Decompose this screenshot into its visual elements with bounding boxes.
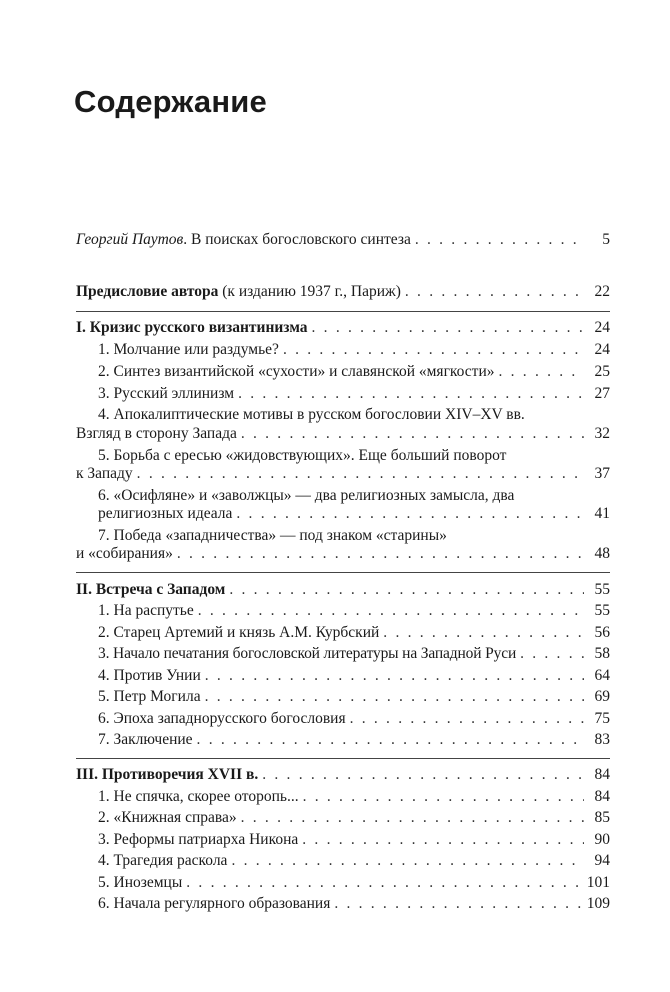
entry-text: 1. Не спячка, скорее оторопь...: [98, 788, 299, 805]
leader-dots: [520, 644, 584, 664]
page-number: 5: [602, 231, 610, 248]
toc-chapter-1: [76, 318, 610, 338]
entry-text: 4. Против Унии: [98, 667, 201, 684]
page-number: 24: [594, 341, 610, 358]
page-number: 25: [594, 363, 610, 380]
entry-text: 1. Молчание или раздумье?: [98, 341, 279, 358]
toc-entry: [98, 830, 610, 850]
page-number: 84: [594, 788, 610, 805]
page-number: 109: [586, 895, 610, 912]
page-number: 90: [594, 831, 610, 848]
entry-text-continued: Взгляд в сторону Запада: [76, 425, 237, 442]
toc-entry: [98, 851, 610, 871]
toc-entry-line2: [76, 424, 610, 444]
page-number: 41: [594, 505, 610, 522]
preface-subtitle: (к изданию 1937 г., Париж): [218, 283, 401, 300]
toc-entry-intro: [76, 230, 610, 250]
section-divider: [76, 758, 610, 759]
leader-dots: [229, 580, 584, 600]
leader-dots: [499, 362, 585, 382]
leader-dots: [177, 544, 584, 564]
leader-dots: [238, 384, 584, 404]
leader-dots: [415, 230, 584, 250]
toc-entry-line1: [98, 405, 610, 425]
toc-entry: [98, 894, 610, 914]
intro-author: Георгий Паутов: [76, 231, 184, 248]
page-number: 83: [594, 731, 610, 748]
leader-dots: [197, 730, 584, 750]
page-number: 94: [594, 852, 610, 869]
toc-entry: [98, 787, 610, 807]
toc-entry-line2: [76, 544, 610, 564]
toc-entry: [98, 644, 610, 664]
entry-text: 2. Старец Артемий и князь А.М. Курбский: [98, 624, 380, 641]
leader-dots: [186, 873, 582, 893]
leader-dots: [241, 808, 584, 828]
toc-entry: [98, 730, 610, 750]
entry-text: 6. Эпоха западнорусского богословия: [98, 710, 346, 727]
toc-entry-line1: [98, 526, 610, 546]
page-number: 22: [594, 283, 610, 300]
toc-entry-preface-text: [76, 282, 401, 302]
leader-dots: [405, 282, 584, 302]
entry-text: 1. На распутье: [98, 602, 194, 619]
page-number: 58: [594, 645, 610, 662]
leader-dots: [198, 601, 584, 621]
leader-dots: [283, 340, 584, 360]
page-title: Содержание: [74, 84, 267, 119]
leader-dots: [383, 623, 584, 643]
page-number: 64: [594, 667, 610, 684]
page-number: 69: [594, 688, 610, 705]
page-number: 27: [594, 385, 610, 402]
toc-entry-line2: [76, 504, 610, 524]
entry-text: 3. Начало печатания богословской литературы на Западной Руси: [98, 645, 517, 662]
entry-text: 6. «Осифляне» и «заволжцы» — два религиозных замысла, два: [98, 487, 515, 504]
toc-entry: [98, 362, 610, 382]
entry-text: 4. Трагедия раскола: [98, 852, 228, 869]
chapter-title: III. Противоречия XVII в.: [76, 766, 259, 783]
toc-entry-intro-text: [76, 230, 411, 250]
toc-entry-line2: [76, 464, 610, 484]
leader-dots: [262, 765, 584, 785]
page-number: 32: [594, 425, 610, 442]
entry-text-continued: к Западу: [76, 465, 133, 482]
toc-entry: [98, 666, 610, 686]
page-number: 85: [594, 809, 610, 826]
leader-dots: [312, 318, 584, 338]
toc-entry: [98, 687, 610, 707]
section-divider: [76, 572, 610, 573]
entry-text-continued: религиозных идеала: [98, 505, 233, 522]
toc-entry-line1: [98, 486, 610, 506]
entry-text: 5. Иноземцы: [98, 874, 183, 891]
leader-dots: [231, 851, 584, 871]
toc-entry: [98, 709, 610, 729]
intro-title: . В поисках богословского синтеза: [183, 231, 411, 248]
toc-entry: [98, 623, 610, 643]
page-number: 55: [594, 581, 610, 598]
page-number: 55: [594, 602, 610, 619]
leader-dots: [302, 830, 584, 850]
entry-text: 5. Петр Могила: [98, 688, 201, 705]
leader-dots: [205, 666, 584, 686]
page-number: 101: [586, 874, 610, 891]
leader-dots: [303, 787, 584, 807]
toc-entry-preface: [76, 282, 610, 302]
preface-title: Предисловие автора: [76, 283, 219, 300]
entry-text-continued: и «собирания»: [76, 545, 173, 562]
toc-entry: [98, 340, 610, 360]
entry-text: 7. Победа «западничества» — под знаком «старины»: [98, 527, 447, 544]
chapter-title: II. Встреча с Западом: [76, 581, 226, 598]
entry-text: 3. Реформы патриарха Никона: [98, 831, 299, 848]
entry-text: 6. Начала регулярного образования: [98, 895, 331, 912]
leader-dots: [205, 687, 584, 707]
leader-dots: [241, 424, 584, 444]
toc-chapter-3: [76, 765, 610, 785]
toc-entry-line1: [98, 446, 610, 466]
page-number: 75: [594, 710, 610, 727]
chapter-title: I. Кризис русского византинизма: [76, 319, 308, 336]
leader-dots: [350, 709, 584, 729]
toc-entry: [98, 384, 610, 404]
toc-chapter-2: [76, 580, 610, 600]
entry-text: 2. Синтез византийской «сухости» и славянской «мягкости»: [98, 363, 495, 380]
page-number: 24: [594, 319, 610, 336]
entry-text: 3. Русский эллинизм: [98, 385, 235, 402]
section-divider: [76, 311, 610, 312]
leader-dots: [137, 464, 584, 484]
toc-entry: [98, 873, 610, 893]
page-number: 37: [594, 465, 610, 482]
entry-text: 7. Заключение: [98, 731, 193, 748]
toc-entry: [98, 601, 610, 621]
page-number: 56: [594, 624, 610, 641]
entry-text: 2. «Книжная справа»: [98, 809, 237, 826]
page-number: 48: [594, 545, 610, 562]
leader-dots: [334, 894, 582, 914]
leader-dots: [236, 504, 584, 524]
page-number: 84: [594, 766, 610, 783]
toc-entry: [98, 808, 610, 828]
entry-text: 5. Борьба с ересью «жидовствующих». Еще больший поворот: [98, 447, 507, 464]
entry-text: 4. Апокалиптические мотивы в русском богословии XIV–XV вв.: [98, 406, 525, 423]
